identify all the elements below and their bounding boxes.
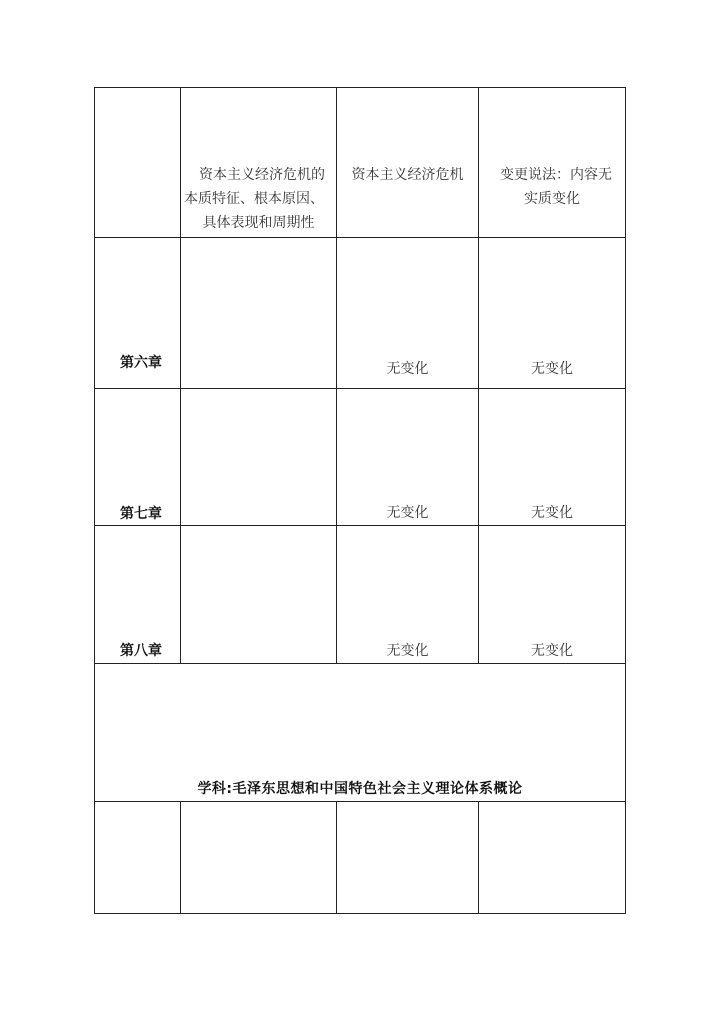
chapter-label: 第八章 [120, 643, 162, 659]
row-col4-text: 无变化 [531, 361, 573, 377]
table-border-bottom [94, 913, 626, 914]
row-col3-text: 无变化 [386, 505, 429, 521]
column-divider [180, 801, 181, 914]
row1-col2-line: 本质特征、根本原因、 [184, 191, 324, 207]
row1-col4-text [479, 163, 625, 211]
document-table [94, 87, 626, 914]
column-divider [336, 801, 337, 914]
row-divider [94, 801, 626, 802]
row-divider [94, 663, 626, 664]
row-col3-text: 无变化 [386, 361, 429, 377]
row1-col4-line: 实质变化 [524, 191, 580, 207]
row1-col3-text: 资本主义经济危机 [351, 167, 464, 183]
row-col4-text: 无变化 [531, 643, 573, 659]
row-col3-text: 无变化 [386, 643, 429, 659]
subject-heading: 学科:毛泽东思想和中国特色社会主义理论体系概论 [197, 781, 523, 797]
chapter-label: 第六章 [120, 355, 162, 371]
row-divider [94, 237, 626, 238]
row1-col2-text [181, 163, 336, 235]
row-divider [94, 388, 626, 389]
table-border-top [94, 87, 626, 88]
row1-col4-line: 变更说法：内容无 [500, 167, 612, 183]
column-divider [478, 801, 479, 914]
row-col4-text: 无变化 [531, 505, 573, 521]
row1-col2-line: 资本主义经济危机的 [199, 167, 325, 183]
chapter-label: 第七章 [120, 506, 162, 522]
row1-col2-line: 具体表现和周期性 [202, 215, 315, 231]
